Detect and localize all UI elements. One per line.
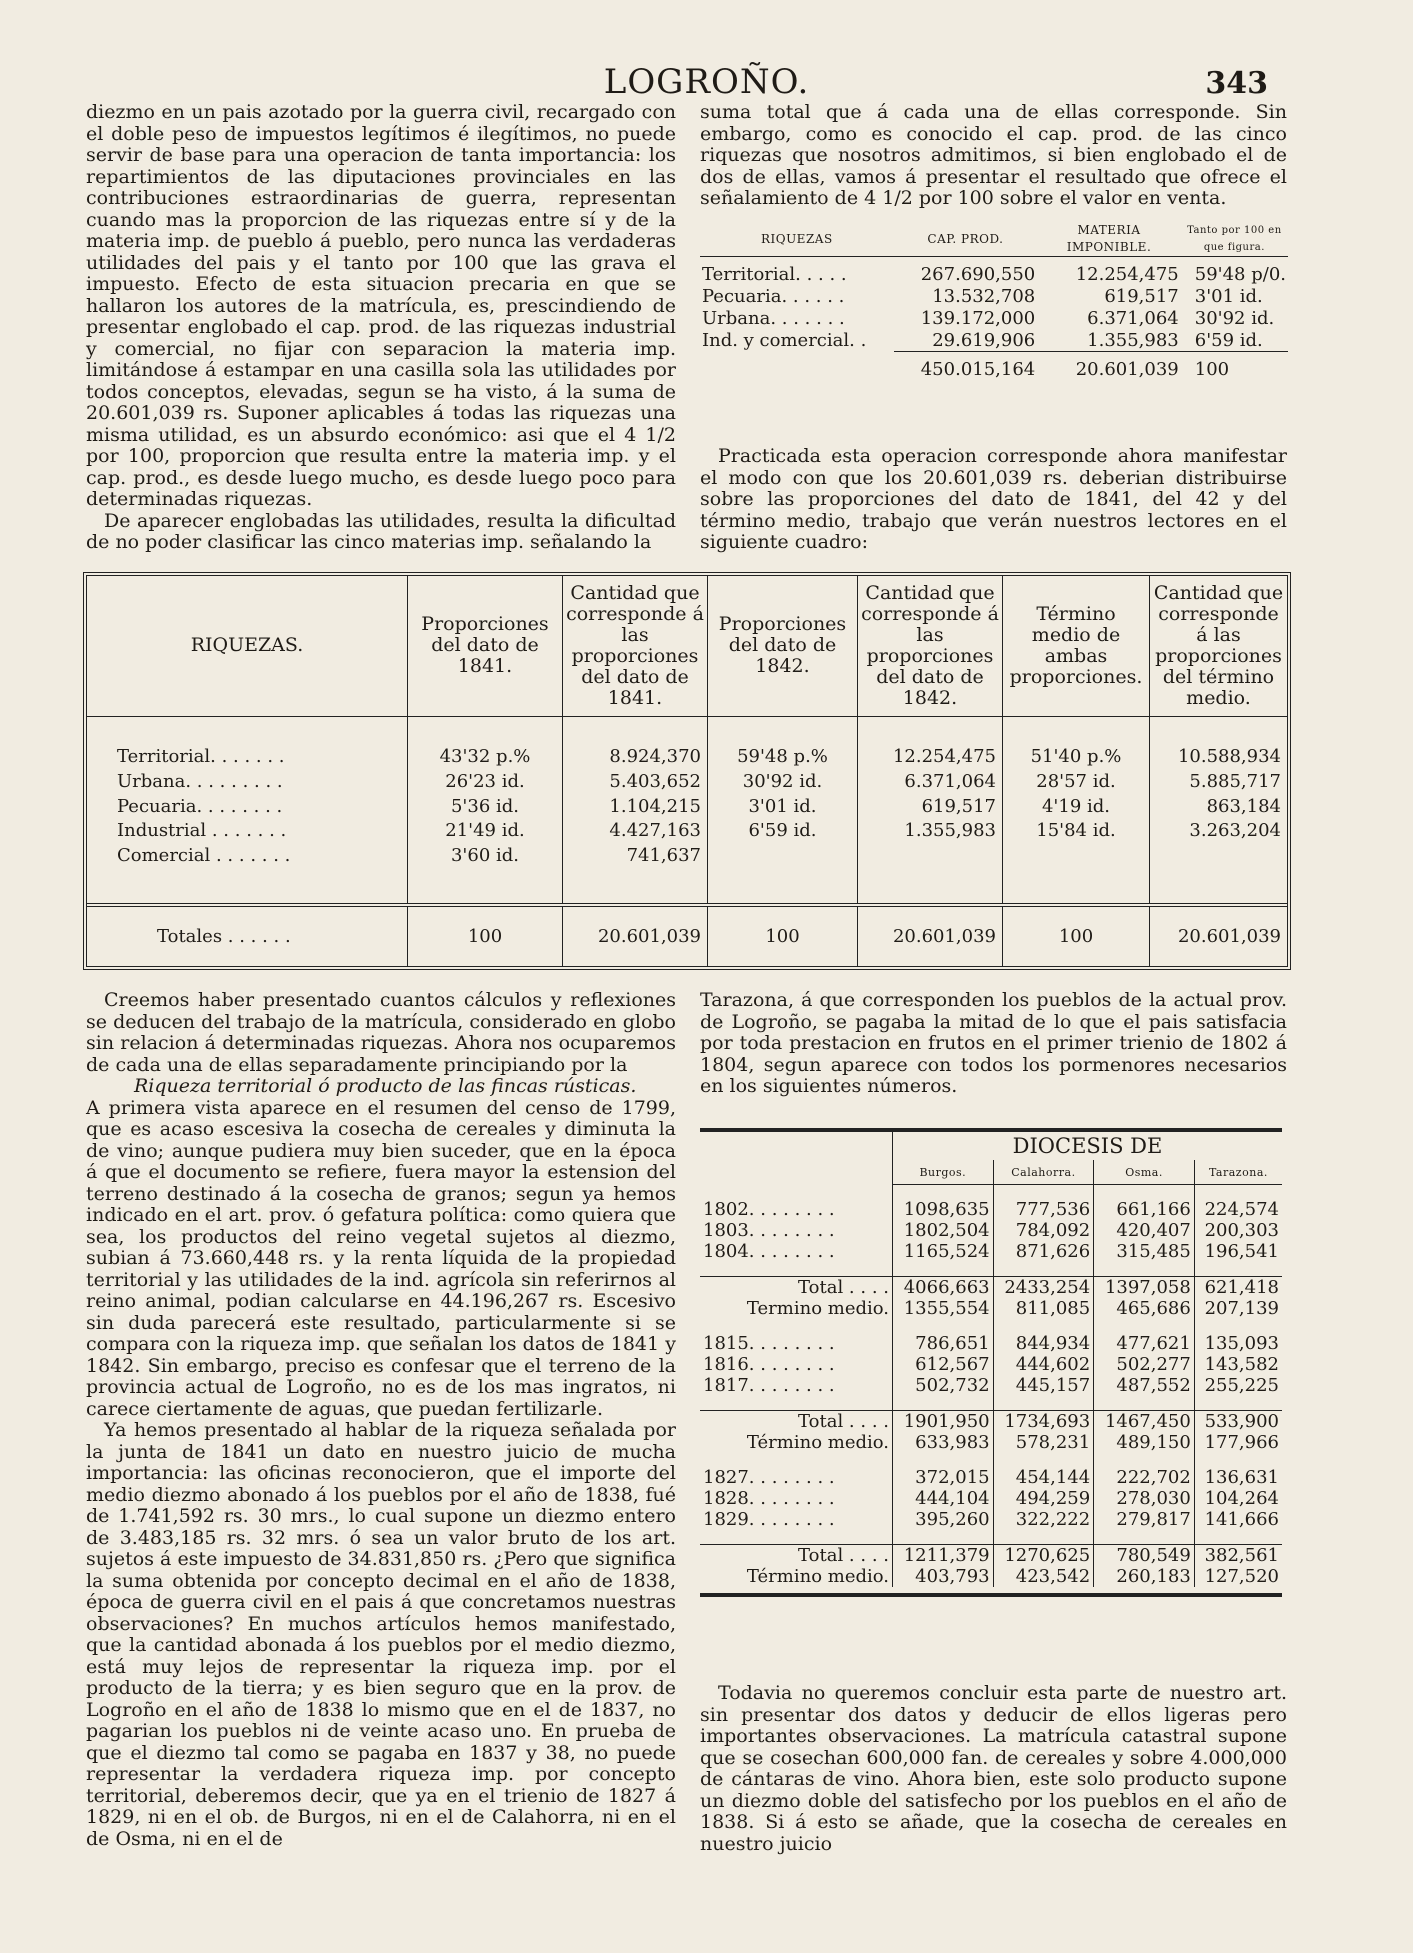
table-cell: 502,732 [893,1375,994,1396]
total-tanto: 100 [1194,358,1230,380]
table-row [87,745,1287,770]
table-cell: 1829. . . . . . . . [703,1509,835,1530]
table-cell: 28'57 id. [1003,769,1150,794]
table-cell: 207,139 [1194,1298,1282,1319]
table-cell: 395,260 [893,1509,994,1530]
table-cell: 811,085 [993,1298,1094,1319]
table-cell: 1816. . . . . . . . [703,1354,835,1375]
table-cell: 1802,504 [893,1220,994,1241]
spacer-row [700,1530,1282,1545]
table-cell: 1098,635 [893,1199,994,1220]
table-cell: 13.532,708 [932,285,1036,307]
right-column-top [700,102,1287,210]
table-cell: 502,277 [1094,1354,1195,1375]
table-cell: 4'19 id. [1003,794,1150,819]
table-cell: 465,686 [1094,1298,1195,1319]
table-cell: 382,561 [1194,1545,1282,1567]
spacer-row [700,1319,1282,1333]
table-cell: 1817. . . . . . . . [703,1375,835,1396]
table-cell: 255,225 [1194,1375,1282,1396]
spacer-row [700,1262,1282,1277]
col-header: Cantidad que corresponde á las proporciones del dato de 1842. [858,576,1003,716]
col-header: Burgos. [893,1160,994,1185]
table-cell: 29.619,906 [932,329,1036,351]
total-cell: 20.601,039 [1150,905,1288,966]
table-cell: 224,574 [1194,1199,1282,1220]
table-cell: 322,222 [993,1509,1094,1530]
page-number: 343 [1205,66,1268,101]
table-cell: Total . . . . [700,1277,893,1299]
table-cell: 1467,450 [1094,1411,1195,1433]
table-row [700,1333,1282,1354]
table-cell: 5'36 id. [408,794,563,819]
table-cell: 780,549 [1094,1545,1195,1567]
paragraph: De aparecer englobadas las utilidades, resulta la dificultad de no poder clasificar las cinco materias imp. señalando la [86,509,676,553]
col-header: Cantidad que corresponde á las proporciones del término medio. [1150,576,1288,716]
table-cell: 59'48 p/0. [1194,263,1286,285]
table-cell: 143,582 [1194,1354,1282,1375]
table-cell: 612,567 [893,1354,994,1375]
total-cell: 20.601,039 [563,905,708,966]
paragraph: Ya hemos presentado al hablar de la riqueza señalada por la junta de 1841 un dato en nuestro juicio de mucha importancia: las oficinas reconocieron, que el importe del medio diezmo abonado á los pueblos por el año de 1838, fué de 1.741,592 rs. 30 mrs., lo cual supone un diezmo entero de 3.483,185 rs. 32 mrs. ó sea un valor bruto de los art. sujetos á este impuesto de 34.831,850 rs. ¿Pero que significa la suma obtenida por concepto decimal en el año de 1838, época de guerra civil en el pais á que concretamos nuestras observaciones? En muchos artículos hemos manifestado, que la cantidad abonada á los pueblos por el medio diezmo, está muy lejos de representar la riqueza imp. por el producto de la tierra; y es bien seguro que en la prov. de Logroño en el año de 1838 lo mismo que en el de 1837, no pagarian los pueblos ni de veinte acaso uno. En prueba de que el diezmo tal como se pagaba en 1837 y 38, no puede representar la verdadera riqueza imp. por concepto territorial, deberemos decir, que ya en el trienio de 1827 á 1829, ni en el ob. de Burgos, ni en el de Calahorra, ni en el de Osma, ni en el de [86,1419,676,1850]
col-header: RIQUEZAS. [87,576,408,716]
table-cell: 621,418 [1194,1277,1282,1299]
table-cell: 4.427,163 [563,818,708,843]
diocese-table [700,1128,1282,1597]
col-header: Osma. [1094,1160,1195,1185]
table-row [700,1220,1282,1241]
table-cell: 141,666 [1194,1509,1282,1530]
table-cell: Territorial. . . . . [702,263,847,285]
table-cell: 1.104,215 [563,794,708,819]
table-cell: 1165,524 [893,1241,994,1262]
table-cell: 3'01 id. [708,794,858,819]
totals-label: Totales . . . . . . [87,905,408,966]
col-header: RIQUEZAS [760,232,833,246]
section-heading: Riqueza territorial ó producto de las fincas rústicas. [134,1075,637,1097]
table-cell: 1734,693 [993,1411,1094,1433]
total-cell: 100 [708,905,858,966]
table-row [700,1509,1282,1530]
table-row [87,843,1287,868]
table-cell: 279,817 [1094,1509,1195,1530]
table-cell: 863,184 [1150,794,1288,819]
table-cell: 661,166 [1094,1199,1195,1220]
table-cell: 619,517 [1104,285,1179,307]
table-cell: 1355,554 [893,1298,994,1319]
table-cell: 12.254,475 [1075,263,1179,285]
total-cap-prod: 450.015,164 [920,358,1036,380]
table-cell: 136,631 [1194,1467,1282,1488]
table-cell: 871,626 [993,1241,1094,1262]
table-row [87,769,1287,794]
mean-row [700,1432,1282,1453]
table-cell: 278,030 [1094,1488,1195,1509]
diocese-title: DIOCESIS DE [893,1132,1283,1160]
table-row [87,818,1287,843]
paragraph: Creemos haber presentado cuantos cálculos y reflexiones se deducen del trabajo de la matrícula, considerado en globo sin relacion á determinadas riquezas. Ahora nos ocuparemos de cada una de ellas separadamente principiando por la [86,989,676,1076]
table-cell: 494,259 [993,1488,1094,1509]
spacer-row [700,1185,1282,1200]
table-cell: 403,793 [893,1566,994,1587]
table-cell: 315,485 [1094,1241,1195,1262]
left-column-top [86,102,676,554]
table-cell: Urbana. . . . . . . [702,307,845,329]
col-header: Tanto por 100 en que figura. [1187,225,1282,253]
table-cell: 489,150 [1094,1432,1195,1453]
table-cell: 139.172,000 [920,307,1036,329]
right-column-bottom [700,1683,1287,1855]
table-cell: 6.371,064 [1087,307,1179,329]
table-cell: Término medio. [746,1566,889,1587]
table-cell: 1803. . . . . . . . [703,1220,835,1241]
table-cell: 5.885,717 [1150,769,1288,794]
table-cell: 30'92 id. [1194,307,1275,329]
table-cell: 444,104 [893,1488,994,1509]
table-cell: 10.588,934 [1150,745,1288,770]
table-cell: 633,983 [893,1432,994,1453]
table-cell: 3.263,204 [1150,818,1288,843]
table-cell: Pecuaria. . . . . . . . [117,795,283,817]
table-cell: 445,157 [993,1375,1094,1396]
table-cell: 423,542 [993,1566,1094,1587]
table-cell: Industrial . . . . . . . [117,820,287,842]
spacer-row [700,1453,1282,1467]
paragraph: Practicada esta operacion corresponde ahora manifestar el modo con que los 20.601,039 rs. deberian distribuirse sobre las proporciones del dato de 1841, del 42 y del término medio, trabajo que verán nuestros lectores en el siguiente cuadro: [700,445,1287,553]
total-cell: 100 [1003,905,1150,966]
table-cell: 51'40 p.% [1003,745,1150,770]
table-row [700,329,1288,352]
mean-row [700,1298,1282,1319]
table-cell: 1397,058 [1094,1277,1195,1299]
table-cell: 6.371,064 [858,769,1003,794]
table-cell: 784,092 [993,1220,1094,1241]
table-cell: 135,093 [1194,1333,1282,1354]
table-cell: 43'32 p.% [408,745,563,770]
table-cell: 4066,663 [893,1277,994,1299]
col-header: Proporciones del dato de 1842. [708,576,858,716]
col-header: MATERIA IMPONIBLE. [1066,223,1152,254]
table-cell: 15'84 id. [1003,818,1150,843]
table-cell: 8.924,370 [563,745,708,770]
table-cell: Territorial. . . . . . . [117,746,285,768]
table-cell: 267.690,550 [920,263,1036,285]
table-cell: 30'92 id. [708,769,858,794]
table-row [700,1375,1282,1396]
spacer-row [87,868,1287,906]
table-cell: 1.355,983 [858,818,1003,843]
table-cell: 3'01 id. [1194,285,1263,307]
paragraph: diezmo en un pais azotado por la guerra civil, recargado con el doble peso de impuestos legítimos é ilegítimos, no puede servir de base para una operacion de tanta importancia: los repartimientos de las diputaciones provinciales en las contribuciones estraordinarias de guerra, representan cuando mas la proporcion de las riquezas entre sí y de la materia imp. de pueblo á pueblo, pero nunca las verdaderas utilidades del pais y el tanto por 100 que las grava el impuesto. Efecto de esta situacion precaria en que se hallaron los autores de la matrícula, es, prescindiendo de presentar englobado el cap. prod. de las riquezas industrial y comercial, no fijar con separacion la materia imp. limitándose á estampar en una casilla sola las utilidades por todos conceptos, elevadas, segun se ha visto, á la suma de 20.601,039 rs. Suponer aplicables á todas las riquezas una misma utilidad, es un absurdo económico: asi que el 4 1/2 por 100, proporcion que resulta entre la materia imp. y el cap. prod., es desde luego mucho, es desde luego poco para determinadas riquezas. [86,101,676,510]
table-cell: 21'49 id. [408,818,563,843]
table-cell: 1802. . . . . . . . [703,1199,835,1220]
table-cell: 786,651 [893,1333,994,1354]
paragraph: A primera vista aparece en el resumen del censo de 1799, que es acaso escesiva la cosecha de cereales y diminuta la de vino; aunque pudiera muy bien suceder, que en la época á que el documento se refiere, fuera mayor la estension del terreno destinado á la cosecha de granos; segun ya hemos indicado en el art. prov. ó gefatura política: como quiera que sea, los productos del reino vegetal sujetos al diezmo, subian á 73.660,448 rs. y la renta líquida de la propiedad territorial y las utilidades de la ind. agrícola sin referirnos al reino animal, podian calcularse en 44.196,267 rs. Escesivo sin duda parecerá este resultado, particularmente si se compara con la riqueza imp. que señalan los datos de 1841 y 1842. Sin embargo, preciso es confesar que el terreno de la provincia actual de Logroño, no es de los mas ingratos, ni carece ciertamente de aguas, que puedan fertilizarle. [86,1096,676,1420]
table-row [700,1241,1282,1262]
col-header: Término medio de ambas proporciones. [1003,576,1150,716]
total-materia: 20.601,039 [1075,358,1179,380]
table-cell: 741,637 [563,843,708,868]
table-cell: 200,303 [1194,1220,1282,1241]
table-cell: 1211,379 [893,1545,994,1567]
table-cell: Pecuaria. . . . . . [702,285,845,307]
table-cell: Comercial . . . . . . . [117,844,291,866]
col-header: Proporciones del dato de 1841. [408,576,563,716]
table-cell: 12.254,475 [858,745,1003,770]
table-cell: 1828. . . . . . . . [703,1488,835,1509]
table-cell: 127,520 [1194,1566,1282,1587]
table-cell: 6'59 id. [708,818,858,843]
table-cell: 372,015 [893,1467,994,1488]
col-header: Cantidad que corresponde á las proporciones del dato de 1841. [563,576,708,716]
total-row [700,1277,1282,1299]
table-row [700,1467,1282,1488]
table-cell: 177,966 [1194,1432,1282,1453]
total-cell: 100 [408,905,563,966]
table-cell: 454,144 [993,1467,1094,1488]
table-cell [858,843,1003,868]
paragraph: Tarazona, á que corresponden los pueblos de la actual prov. de Logroño, se pagaba la mitad de lo que el pais satisfacia por toda prestacion en frutos en el primer trienio de 1802 á 1804, segun aparece con todos los pormenores necesarios en los siguientes números. [700,989,1287,1097]
table-cell: 196,541 [1194,1241,1282,1262]
total-row [700,1411,1282,1433]
col-header: CAP. PROD. [927,232,1004,246]
table-cell: Total . . . . [700,1411,893,1433]
table-cell: 222,702 [1094,1467,1195,1488]
table-cell: 1827. . . . . . . . [703,1467,835,1488]
right-column-bottom-top [700,990,1287,1098]
total-row [700,1545,1282,1567]
table-row [87,794,1287,819]
table-row [700,1488,1282,1509]
table-cell: Termino medio. [746,1298,889,1319]
distribution-table [83,572,1291,970]
table-cell: 619,517 [858,794,1003,819]
table-cell: 3'60 id. [408,843,563,868]
table-cell: 777,536 [993,1199,1094,1220]
paragraph: suma total que á cada una de ellas corresponde. Sin embargo, como es conocido el cap. prod. de las cinco riquezas que nosotros admitimos, si bien englobado el de dos de ellas, vamos á presentar el resultado que ofrece el señalamiento de 4 1/2 por 100 sobre el valor en venta. [700,101,1287,209]
table-cell: 420,407 [1094,1220,1195,1241]
table-cell: Ind. y comercial. . [702,329,867,351]
table-cell: 533,900 [1194,1411,1282,1433]
table-cell: 1270,625 [993,1545,1094,1567]
table-cell: 487,552 [1094,1375,1195,1396]
table-cell [708,843,858,868]
table-row [700,1354,1282,1375]
table-cell: 104,264 [1194,1488,1282,1509]
table-cell: 477,621 [1094,1333,1195,1354]
rule [700,1593,1282,1597]
table-cell: 578,231 [993,1432,1094,1453]
table-cell: 844,934 [993,1333,1094,1354]
table-cell: 1901,950 [893,1411,994,1433]
table-cell: 26'23 id. [408,769,563,794]
table-cell: Urbana. . . . . . . . . [117,771,283,793]
page-title: LOGROÑO. [603,62,810,102]
paragraph: Todavia no queremos concluir esta parte de nuestro art. sin presentar dos datos y deducir de ellos ligeras pero importantes observaciones. La matrícula catastral supone que se cosechan 600,000 fan. de cereales y sobre 4.000,000 de cántaras de vino. Ahora bien, este solo producto supone un diezmo doble del satisfecho por los pueblos en el año de 1838. Si á esto se añade, que la cosecha de cereales en nuestro juicio [700,1682,1287,1855]
spacer-row [87,716,1287,745]
table-cell: 260,183 [1094,1566,1195,1587]
table-row [700,307,1288,329]
right-column-mid [700,446,1287,554]
summary-table [700,222,1288,380]
col-header: Tarazona. [1194,1160,1282,1185]
table-row [700,285,1288,307]
table-cell [1150,843,1288,868]
table-cell [1003,843,1150,868]
left-column-bottom [86,990,676,1850]
col-header: Calahorra. [993,1160,1094,1185]
table-row [700,1199,1282,1220]
table-cell: 1804. . . . . . . . [703,1241,835,1262]
table-cell: 6'59 id. [1194,329,1263,351]
table-cell: 1.355,983 [1087,329,1179,351]
table-cell: 59'48 p.% [708,745,858,770]
table-cell: Total . . . . [700,1545,893,1567]
spacer-row [700,1396,1282,1411]
table-cell: 5.403,652 [563,769,708,794]
table-cell: 2433,254 [993,1277,1094,1299]
table-row [700,263,1288,285]
table-cell: 1815. . . . . . . . [703,1333,835,1354]
mean-row [700,1566,1282,1587]
table-cell: Término medio. [746,1432,889,1453]
table-cell: 444,602 [993,1354,1094,1375]
total-cell: 20.601,039 [858,905,1003,966]
